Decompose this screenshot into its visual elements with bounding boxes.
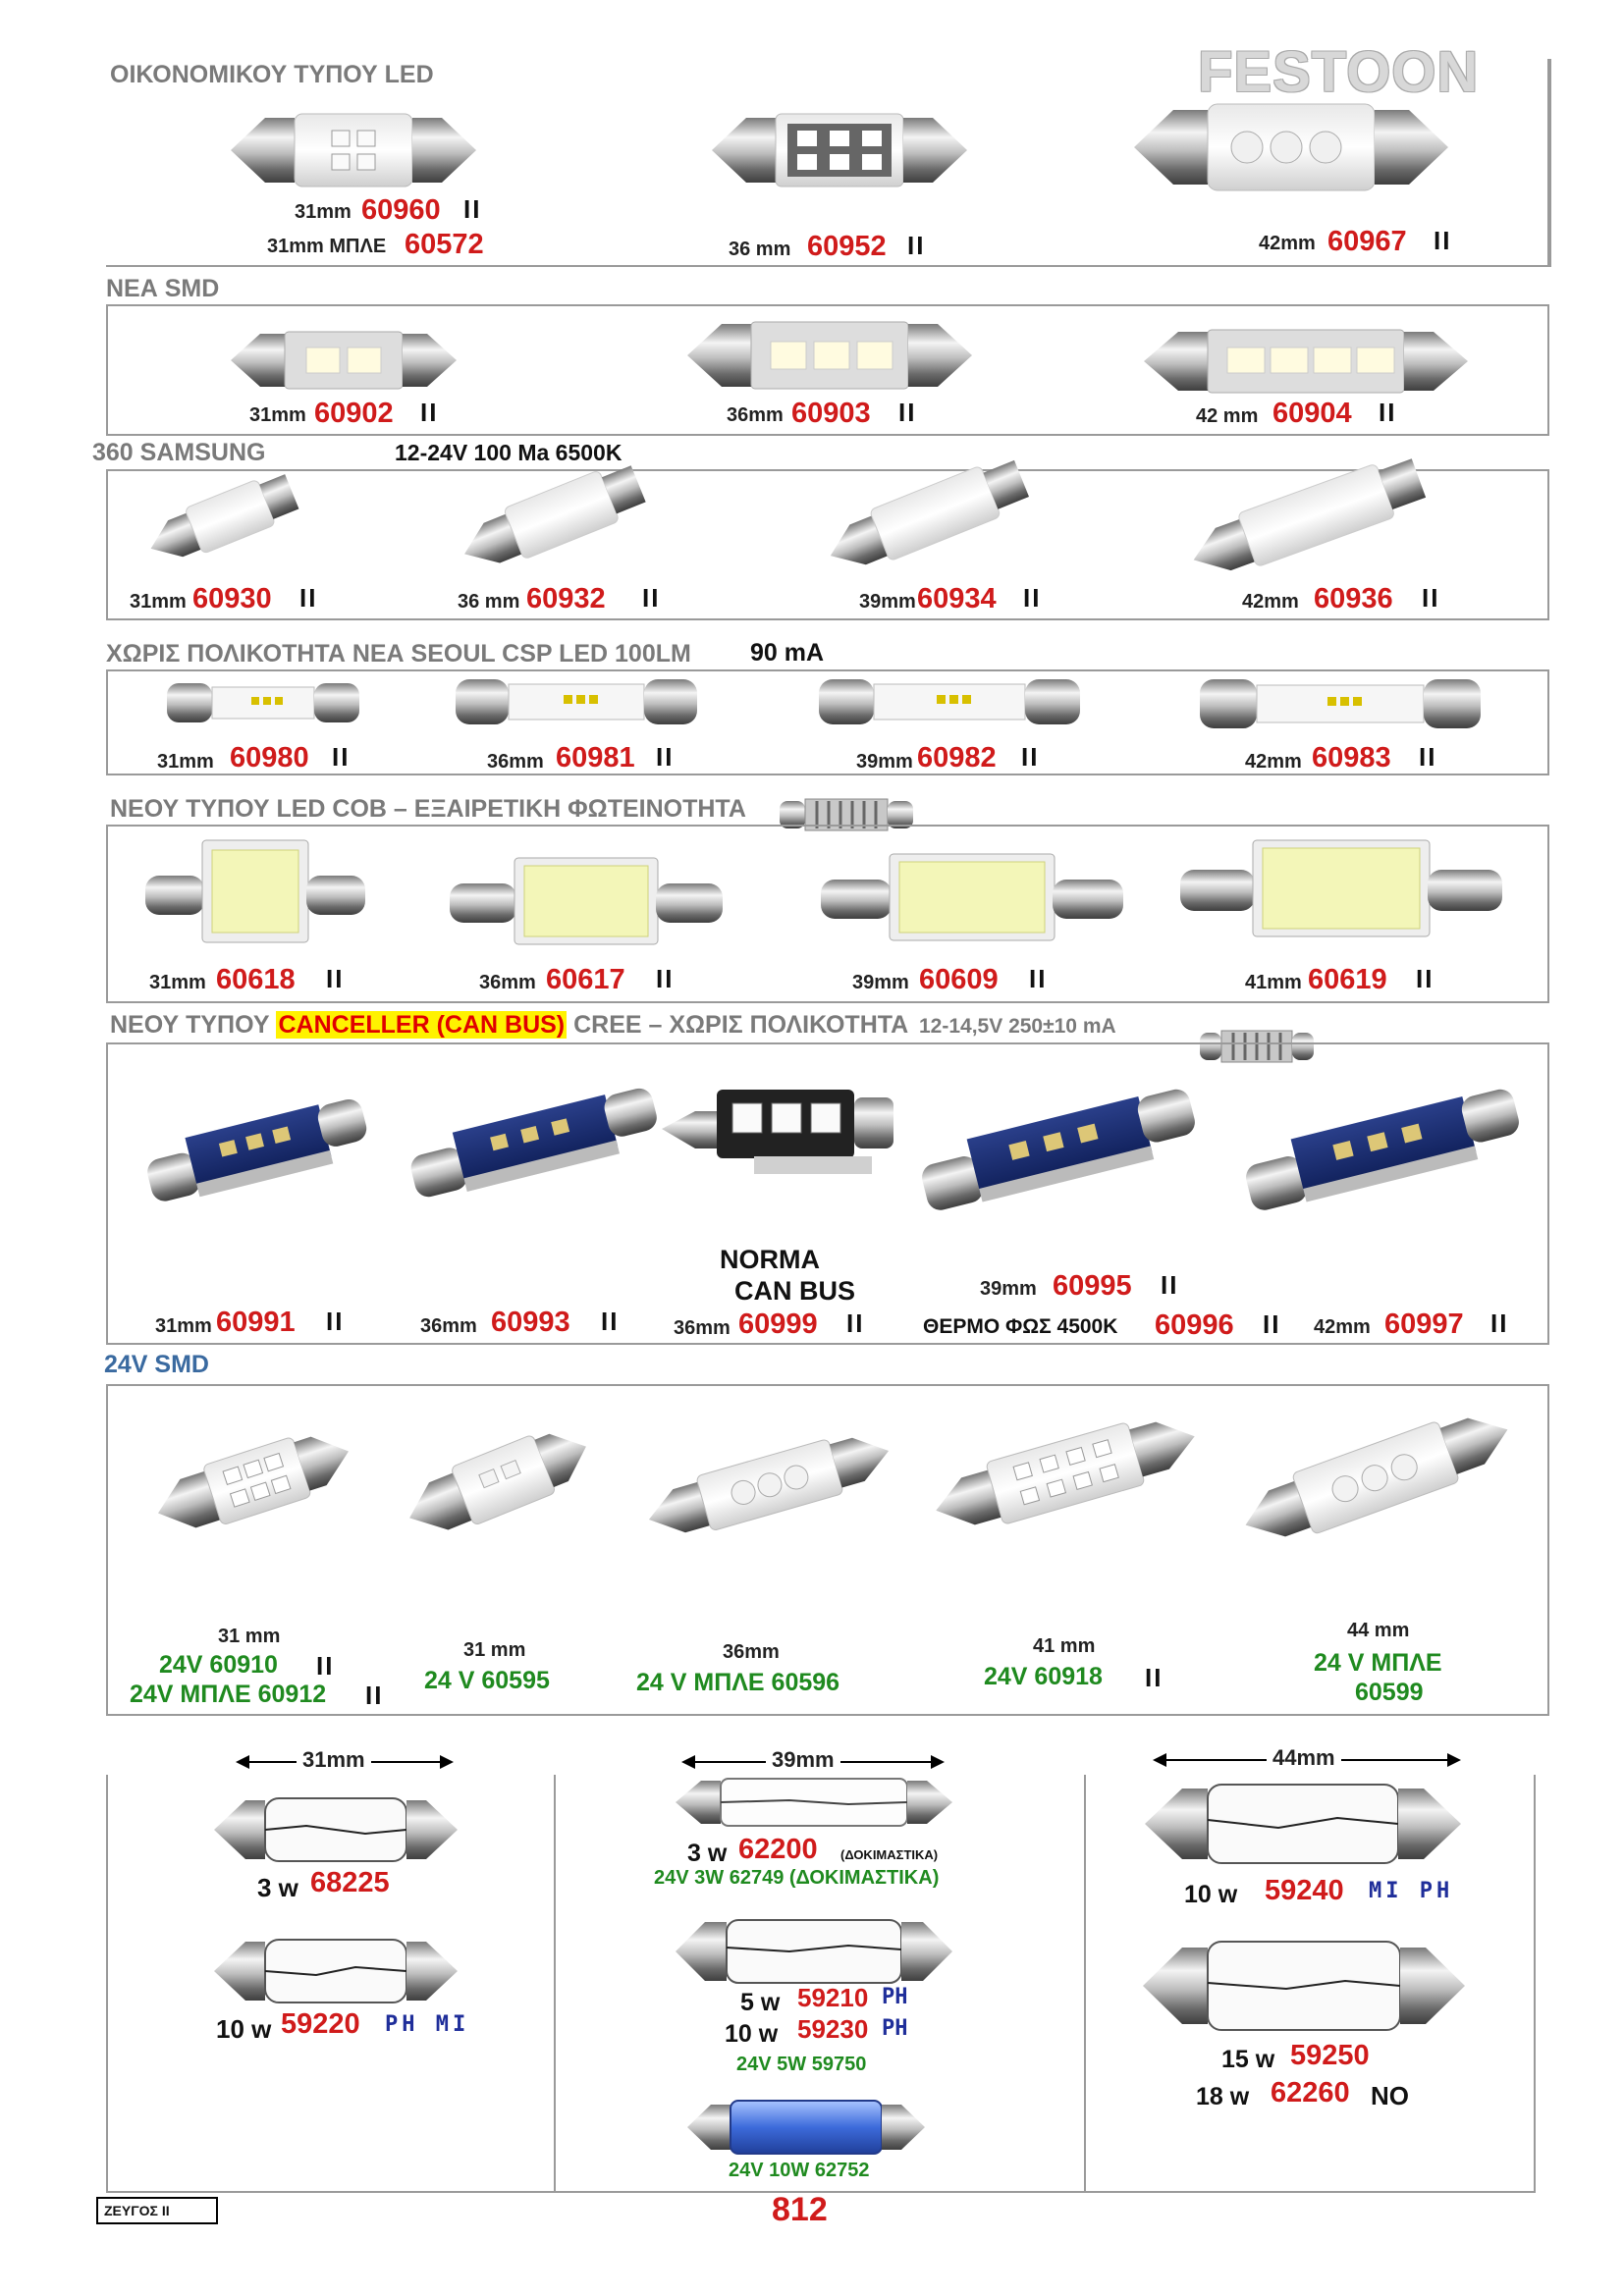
product-code: 60904	[1272, 398, 1352, 429]
divider	[554, 1775, 556, 2191]
product-code: 60967	[1327, 226, 1407, 257]
pair-mark: II	[601, 1307, 620, 1336]
pair-mark: II	[898, 398, 917, 427]
section-title-24v-smd: 24V SMD	[104, 1351, 209, 1378]
bulb-60960-image	[226, 106, 481, 194]
product-code: 60619	[1308, 964, 1387, 995]
title-highlight: CANCELLER (CAN BUS)	[278, 1011, 566, 1039]
bulb-60980-image	[165, 673, 361, 732]
pair-mark: II	[326, 964, 345, 993]
title-pre: ΝΕΟΥ ΤΥΠΟΥ	[110, 1011, 277, 1039]
bulb-size: 41mm	[1245, 972, 1302, 993]
bulb-size: 41 mm	[1033, 1635, 1096, 1657]
product-code: 62200	[738, 1834, 818, 1865]
wattage: 3 w	[687, 1840, 728, 1867]
divider	[1084, 1775, 1086, 2191]
product-code: 59220	[281, 2008, 360, 2040]
product-line: 60599	[1355, 1679, 1424, 1706]
pair-mark: II	[1145, 1663, 1164, 1692]
product-code: 59250	[1290, 2040, 1370, 2071]
dimension-label: 39mm	[766, 1747, 840, 1773]
section-title-new-smd: ΝΕΑ SMD	[106, 275, 220, 302]
bulb-size: 39mm	[852, 972, 909, 993]
product-code: 60572	[405, 229, 484, 260]
pair-mark: II	[1419, 742, 1437, 772]
product-line: 24V 60918	[984, 1663, 1103, 1690]
product-line: 24 V 60595	[424, 1667, 550, 1694]
bulb-size: 36mm	[727, 404, 784, 426]
product-code: 60617	[546, 964, 625, 995]
bulb-60902-image	[226, 326, 461, 395]
bulb-60910-image	[145, 1414, 361, 1551]
pair-mark: II	[299, 583, 318, 613]
title-post: CREE – ΧΩΡΙΣ ΠΟΛΙΚΟΤΗΤΑ	[567, 1011, 909, 1039]
section-title-360-samsung: 360 SAMSUNG	[92, 439, 266, 466]
product-code: 60991	[216, 1307, 296, 1338]
page-number: 812	[772, 2191, 828, 2228]
product-code: 60934	[917, 583, 997, 614]
pair-mark: II	[1029, 964, 1048, 993]
brand-codes: PH	[882, 1985, 908, 2009]
bulb-59240-image	[1141, 1775, 1465, 1873]
brand-codes: MI PH	[1369, 1879, 1454, 1903]
bulb-60952-image	[707, 106, 972, 194]
bulb-60617-image	[444, 852, 729, 950]
product-code: 60996	[1155, 1309, 1234, 1341]
product-code: 62260	[1271, 2077, 1350, 2109]
bulb-size: 31 mm	[218, 1626, 281, 1647]
bulb-62200-image	[672, 1773, 956, 1832]
bulb-size: 31mm	[130, 591, 187, 613]
pair-mark: II	[642, 583, 661, 613]
product-code: 60995	[1053, 1270, 1132, 1302]
bulb-60981-image	[454, 669, 699, 734]
product-line: 24V 10W 62752	[729, 2160, 870, 2181]
product-code: 60993	[491, 1307, 570, 1338]
pair-mark: II	[846, 1308, 865, 1338]
product-code: 60999	[738, 1308, 818, 1340]
bulb-60997-image	[1235, 1058, 1530, 1225]
bulb-size: 44 mm	[1347, 1620, 1410, 1641]
bulb-size: 39mm	[859, 591, 916, 613]
bulb-size: 31mm ΜΠΛΕ	[267, 236, 387, 257]
pair-mark: II	[1161, 1270, 1179, 1300]
section-spec: 12-24V 100 Ma 6500K	[395, 440, 623, 465]
pair-mark: II	[656, 742, 675, 772]
section-title-economic-led: ΟΙΚΟΝΟΜΙΚΟΥ ΤΥΠΟΥ LED	[110, 61, 434, 88]
bulb-59220-image	[208, 1932, 463, 2010]
bulb-60903-image	[682, 316, 977, 395]
wattage: 10 w	[725, 2020, 779, 2048]
pair-mark: II	[1416, 964, 1435, 993]
product-code: 60981	[556, 742, 635, 774]
bulb-size: 42mm	[1314, 1316, 1371, 1338]
bulb-60999-image	[656, 1072, 911, 1180]
product-code: 60609	[919, 964, 999, 995]
bulb-60991-image	[137, 1070, 373, 1217]
product-code: 60983	[1312, 742, 1391, 774]
bulb-60934-image	[815, 457, 1041, 575]
pair-mark: II	[1379, 398, 1397, 427]
bulb-size: 31mm	[249, 404, 306, 426]
product-line: 24V 3W 62749 (ΔΟΚΙΜΑΣΤΙΚΑ)	[654, 1867, 940, 1889]
bulb-size: 31mm	[295, 201, 352, 223]
pair-mark: II	[1021, 742, 1040, 772]
bulb-60619-image	[1174, 834, 1508, 942]
product-code: 60902	[314, 398, 394, 429]
bulb-60967-image	[1129, 98, 1453, 196]
bulb-60918-image	[923, 1400, 1208, 1547]
wattage: 18 w	[1196, 2083, 1250, 2110]
product-code: 60936	[1314, 583, 1393, 614]
product-line: 24V 60910	[159, 1651, 278, 1679]
pair-mark: II	[420, 398, 439, 427]
pair-mark: II	[1434, 226, 1452, 255]
bulb-60982-image	[817, 669, 1082, 734]
bulb-size: 39mm	[980, 1278, 1037, 1300]
bulb-60930-image	[137, 466, 304, 574]
product-line: 24 V ΜΠΛΕ	[1314, 1649, 1442, 1677]
product-code: 60980	[230, 742, 309, 774]
wattage: 5 w	[740, 1989, 781, 2016]
product-code: 68225	[310, 1867, 390, 1898]
bulb-size: 36mm	[420, 1315, 477, 1337]
bulb-60995-image	[911, 1058, 1206, 1225]
bulb-size: 31mm	[157, 751, 214, 773]
product-line: 24V 5W 59750	[736, 2054, 867, 2075]
bulb-size: 42mm	[1259, 233, 1316, 254]
dimension-label: 44mm	[1267, 1745, 1341, 1771]
wattage: 10 w	[1184, 1881, 1238, 1908]
pair-mark: II	[316, 1651, 335, 1681]
bulb-62752-image	[683, 2095, 929, 2160]
bulb-size: 31 mm	[463, 1639, 526, 1661]
bulb-size: 36mm	[723, 1641, 780, 1663]
pair-mark: II	[1263, 1309, 1281, 1339]
bulb-60596-image	[636, 1421, 901, 1549]
pair-mark: II	[656, 964, 675, 993]
pair-mark: II	[463, 194, 482, 224]
divider	[106, 1775, 108, 2191]
section-title-led-cob: ΝΕΟΥ ΤΥΠΟΥ LED COB – ΕΞΑΙΡΕΤΙΚΗ ΦΩΤΕΙΝΟΤΗΤΑ	[110, 795, 746, 823]
bulb-size: 42mm	[1245, 751, 1302, 773]
bulb-60595-image	[395, 1414, 601, 1551]
bulb-60936-image	[1178, 454, 1443, 581]
bulb-60932-image	[450, 459, 656, 577]
pair-mark: II	[1023, 583, 1042, 613]
product-code: 59240	[1265, 1875, 1344, 1906]
product-code: 60982	[917, 742, 997, 774]
bulb-size: 31mm	[155, 1315, 212, 1337]
section-title-canbus	[110, 1011, 908, 1040]
bulb-60904-image	[1139, 324, 1473, 399]
product-code: 60952	[807, 231, 887, 262]
bulb-size: 36mm	[674, 1317, 731, 1339]
brand-title: FESTOON	[1198, 40, 1480, 104]
bulb-60983-image	[1198, 669, 1483, 738]
product-code: 60997	[1384, 1308, 1464, 1340]
bulb-68225-image	[208, 1790, 463, 1869]
test-note: (ΔΟΚΙΜΑΣΤΙΚΑ)	[840, 1847, 939, 1862]
product-line: 24V ΜΠΛΕ 60912	[130, 1681, 327, 1708]
pair-mark: II	[1422, 583, 1440, 613]
bulb-size: 31mm	[149, 972, 206, 993]
pair-mark: II	[1490, 1308, 1509, 1338]
product-code: 60930	[192, 583, 272, 614]
wattage: 3 w	[257, 1873, 298, 1902]
bulb-size: 36mm	[479, 972, 536, 993]
warm-light-label: ΘΕΡΜΟ ΦΩΣ 4500K	[923, 1315, 1118, 1338]
section-spec: 12-14,5V 250±10 mA	[919, 1015, 1116, 1038]
bulb-59210-image	[672, 1912, 956, 1991]
bulb-60599-image	[1229, 1404, 1524, 1551]
product-code: 60932	[526, 583, 606, 614]
brand-codes: PH	[882, 2016, 908, 2041]
product-code: 60618	[216, 964, 296, 995]
wattage: 15 w	[1221, 2046, 1275, 2073]
product-code: 60960	[361, 194, 441, 226]
pair-mark: II	[365, 1681, 384, 1710]
divider	[1547, 59, 1549, 267]
bulb-60609-image	[815, 848, 1129, 946]
norma-label: NORMA	[720, 1245, 820, 1274]
product-line: 24 V ΜΠΛΕ 60596	[636, 1669, 840, 1696]
bulb-size: 36 mm	[458, 591, 520, 613]
bulb-59250-image	[1139, 1932, 1469, 2040]
wattage: 10 w	[216, 2014, 272, 2044]
product-code: 59210	[797, 1983, 869, 2012]
bulb-size: 42mm	[1242, 591, 1299, 613]
brand-codes: PH MI	[385, 2012, 470, 2037]
pair-mark: II	[332, 742, 351, 772]
pair-mark: II	[907, 231, 926, 260]
dimension-label: 31mm	[297, 1747, 371, 1773]
product-code: 59230	[797, 2014, 869, 2044]
norma-canbus-label: CAN BUS	[734, 1276, 856, 1306]
pair-mark: II	[326, 1307, 345, 1336]
bulb-size: 36mm	[487, 751, 544, 773]
bulb-size: 42 mm	[1196, 405, 1259, 427]
section-spec: 90 mA	[750, 639, 825, 667]
bulb-size: 36 mm	[729, 239, 791, 260]
section-title-seoul-csp: ΧΩΡΙΣ ΠΟΛΙΚΟΤΗΤΑ ΝΕΑ SEOUL CSP LED 100LM	[106, 640, 691, 667]
bulb-60993-image	[401, 1062, 666, 1209]
bulb-size: 39mm	[856, 751, 913, 773]
note-no: NO	[1371, 2081, 1409, 2110]
product-code: 60903	[791, 398, 871, 429]
pair-legend-box: ΖΕΥΓΟΣ ΙΙ	[96, 2197, 218, 2224]
bulb-60618-image	[137, 832, 373, 950]
